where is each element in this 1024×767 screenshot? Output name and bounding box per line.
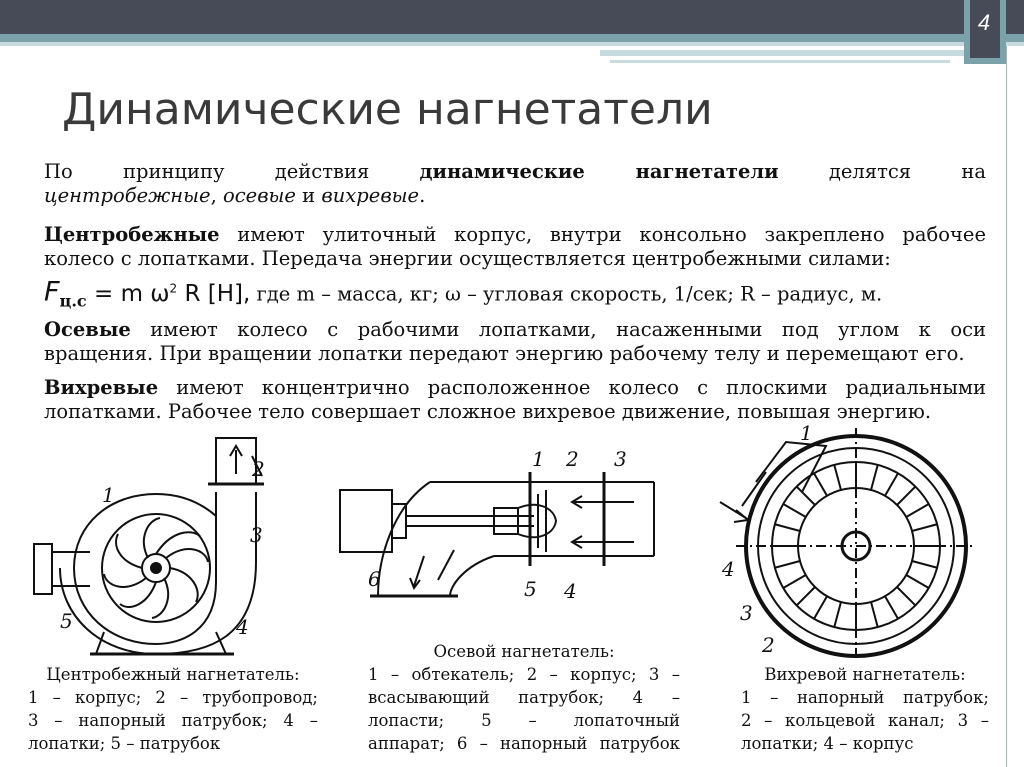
vortex-caption: Вихревой нагнетатель: 1 – напорный патрубок; 2 – кольцевой канал; 3 – лопатки; 4 – корпус (741, 665, 989, 753)
centrifugal-caption: Центробежный нагнетатель: 1 – корпус; 2 – трубопровод; 3 – напорный патрубок; 4 – лопатки; 5 – патрубок (28, 665, 318, 753)
header-bar (0, 0, 1024, 34)
vortex-blower-diagram (716, 422, 976, 658)
impeller-blade (897, 587, 915, 605)
impeller-blade (885, 596, 898, 619)
impeller-blade (797, 587, 815, 605)
impeller-blade (783, 504, 806, 517)
slide-number: 4 (977, 10, 991, 35)
impeller-blade (775, 561, 800, 568)
figure-label: 1 (800, 422, 813, 445)
figure-label: 1 (102, 483, 115, 507)
figure-label: 6 (368, 567, 381, 591)
figure-label: 2 (762, 633, 775, 657)
header-band (0, 34, 1024, 42)
decor-line (600, 50, 965, 56)
figure-label: 5 (524, 577, 537, 601)
centrifugal-blower-diagram (30, 432, 320, 658)
term-vortex: Вихревые (44, 376, 159, 399)
impeller-blade (906, 575, 929, 588)
figure-label: 3 (250, 523, 263, 547)
impeller-blade (834, 602, 841, 627)
term-centrifugal: Центробежные (44, 223, 220, 246)
impeller-blade (814, 596, 827, 619)
figure-label: 4 (722, 557, 735, 581)
term-axial: Осевые (44, 318, 131, 341)
impeller-blade (885, 473, 898, 496)
impeller-blade (834, 465, 841, 490)
figure-label: 5 (60, 609, 73, 633)
axial-caption: Осевой нагнетатель: 1 – обтекатель; 2 – корпус; 3 – всасывающий патрубок; 4 – лопасти; 5 – лопаточный аппарат; 6 – напорный патрубок (368, 642, 680, 753)
figure-label: 3 (740, 601, 753, 625)
figure-label: 1 (532, 447, 545, 471)
slide-title: Динамические нагнетатели (62, 84, 713, 135)
centrifugal-paragraph: Центробежные имеют улиточный корпус, внутри консольно закреплено рабочее колесо с лопатками. Передача энергии осуществляется центробежными силами: (44, 223, 986, 270)
figure-label: 4 (236, 615, 249, 639)
figure-label: 4 (564, 579, 577, 603)
impeller-blade (906, 504, 929, 517)
impeller-blade (912, 561, 937, 568)
right-border-line (1006, 46, 1007, 767)
axial-paragraph: Осевые имеют колесо с рабочими лопатками, насаженными под углом к оси вращения. При вращении лопатки передают энергию рабочему телу и перемещают его. (44, 318, 986, 365)
impeller-blade (897, 487, 915, 505)
vortex-paragraph: Вихревые имеют концентрично расположенное колесо с плоскими радиальными лопатками. Рабочее тело совершает сложное вихревое движение, повышая энергию. (44, 376, 986, 423)
impeller-blade (871, 602, 878, 627)
header-band-light (0, 42, 1024, 46)
impeller-blade (783, 575, 806, 588)
decor-line (610, 60, 950, 63)
axial-blower-diagram (334, 446, 664, 626)
figure-label: 2 (252, 457, 265, 481)
impeller-blade (814, 473, 827, 496)
impeller-blade (871, 465, 878, 490)
intro-paragraph: По принципу действия динамические нагнетатели делятся на центробежные, осевые и вихревые. (44, 160, 986, 207)
figure-label: 2 (566, 447, 579, 471)
impeller-blade (797, 487, 815, 505)
impeller-blade (912, 524, 937, 531)
formula-line: $F_{ц.с} = m$ $\omega^2$ R [Н], где m – масса, кг; ω – угловая скорость, 1/сек; R – радиус, м. (44, 276, 883, 311)
figure-label: 3 (614, 447, 627, 471)
impeller-blade (775, 524, 800, 531)
